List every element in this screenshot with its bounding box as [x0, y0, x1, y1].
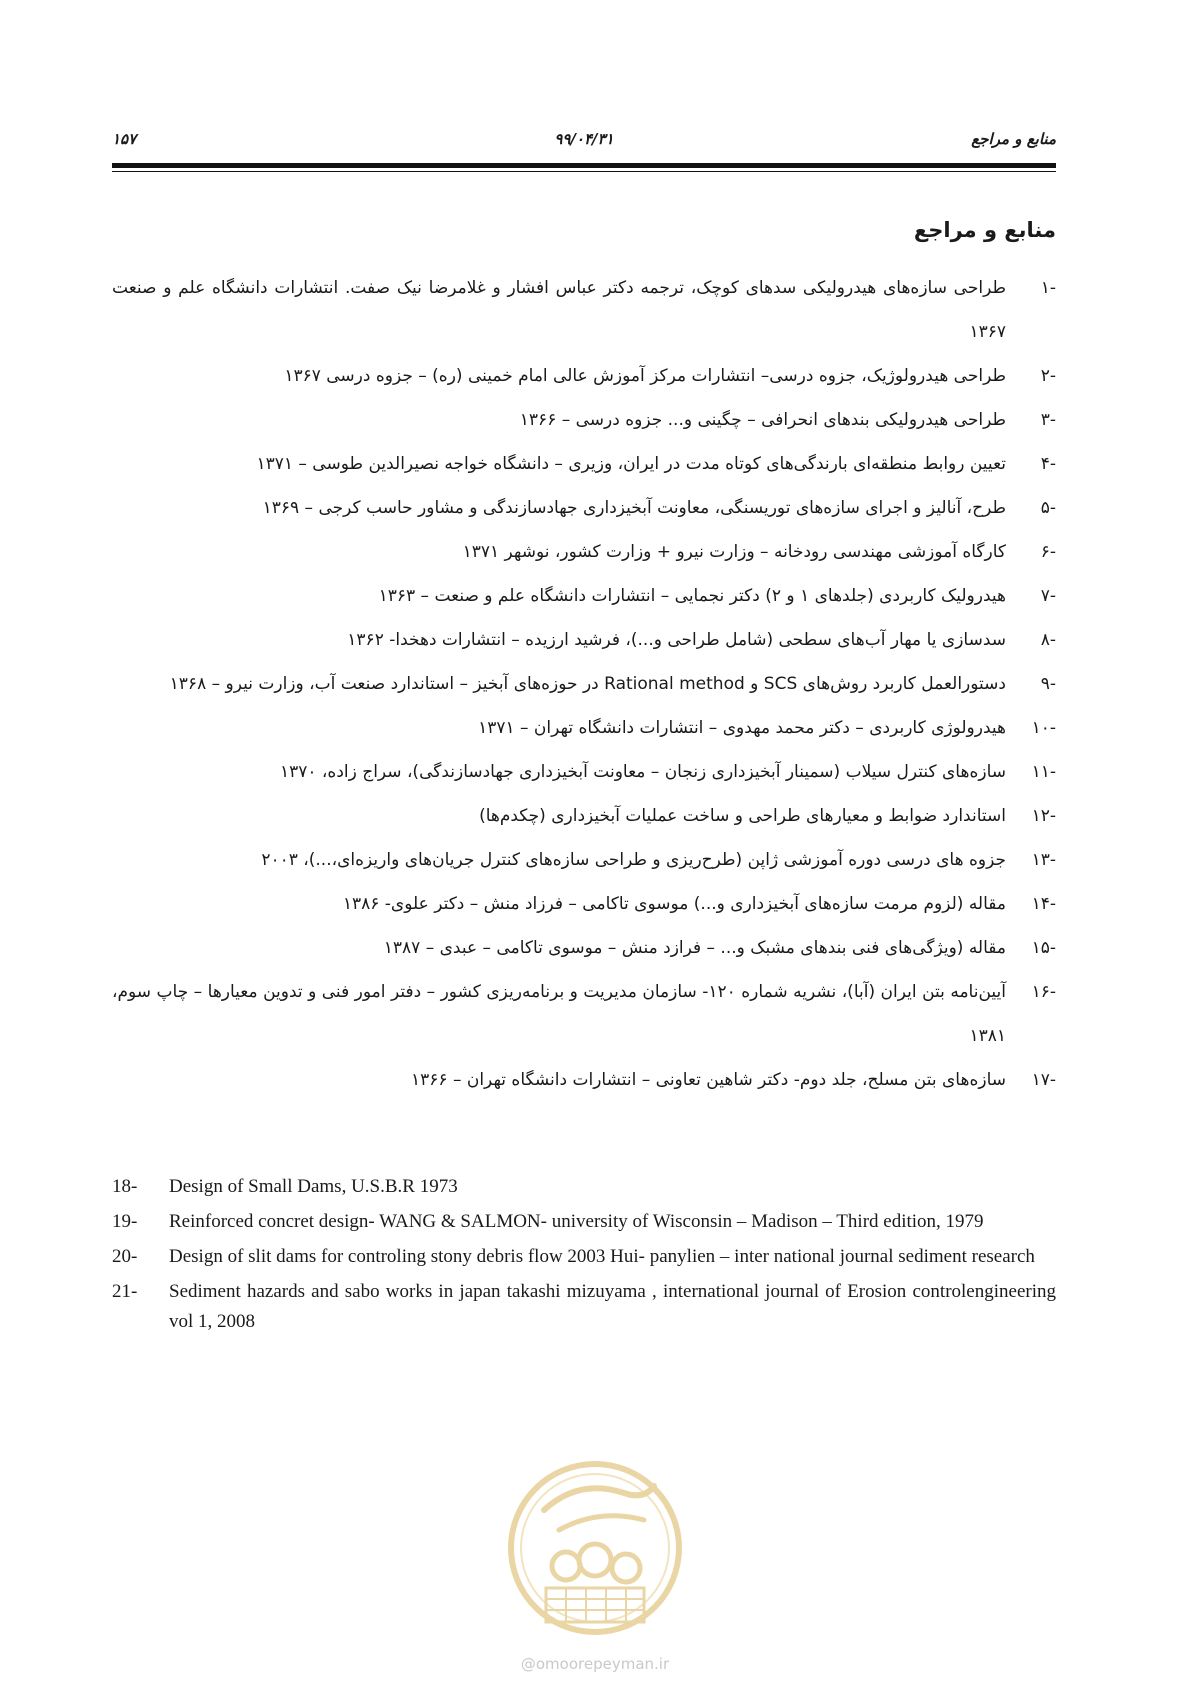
watermark-url: @omoorepeyman.ir — [520, 1655, 670, 1673]
page-header — [112, 130, 1056, 154]
reference-number: 19- — [112, 1211, 138, 1232]
reference-number: -۶ — [1040, 542, 1056, 562]
reference-number: -۱ — [1040, 278, 1056, 298]
reference-text: سدسازی یا مهار آب‌های سطحی (شامل طراحی و...)، فرشید ارزیده – انتشارات دهخدا- ۱۳۶۲ — [347, 630, 1006, 650]
reference-item — [112, 530, 1056, 574]
header-chapter-title: منابع و مراجع — [971, 130, 1056, 148]
reference-text: Design of Small Dams, U.S.B.R 1973 — [169, 1176, 458, 1197]
reference-item — [112, 354, 1056, 398]
reference-number: -۵ — [1040, 498, 1056, 518]
reference-number: -۱۲ — [1031, 806, 1056, 826]
reference-text: طراحی هیدرولیکی بندهای انحرافی – چگینی و... جزوه درسی – ۱۳۶۶ — [519, 410, 1006, 430]
header-divider-thin — [112, 171, 1056, 172]
reference-item — [112, 1242, 1056, 1272]
logo-seal-icon — [504, 1438, 686, 1658]
reference-text: طراحی سازه‌های هیدرولیکی سدهای کوچک، ترجمه دکتر عباس افشار و غلامرضا نیک صفت. انتشارات دانشگاه علم و صنعت ۱۳۶۷ — [112, 278, 1006, 342]
reference-number: 18- — [112, 1176, 138, 1197]
reference-number: 21- — [112, 1281, 138, 1302]
section-title: منابع و مراجع — [913, 218, 1056, 242]
reference-text: طراحی هیدرولوژیک، جزوه درسی– انتشارات مرکز آموزش عالی امام خمینی (ره) – جزوه درسی ۱۳۶۷ — [284, 366, 1006, 386]
reference-number: 20- — [112, 1246, 138, 1267]
reference-item — [112, 838, 1056, 882]
reference-item — [112, 882, 1056, 926]
reference-item — [112, 618, 1056, 662]
reference-text: کارگاه آموزشی مهندسی رودخانه – وزارت نیرو + وزارت کشور، نوشهر ۱۳۷۱ — [462, 542, 1006, 562]
reference-number: -۴ — [1040, 454, 1056, 474]
reference-number: -۱۶ — [1031, 982, 1056, 1002]
reference-number: -۱۷ — [1031, 1070, 1056, 1090]
reference-item — [112, 794, 1056, 838]
reference-item — [112, 486, 1056, 530]
reference-item — [112, 1207, 1056, 1237]
reference-item — [112, 1058, 1056, 1102]
reference-item — [112, 398, 1056, 442]
reference-text: استاندارد ضوابط و معیارهای طراحی و ساخت عملیات آبخیزداری (چکدم‌ها) — [479, 806, 1006, 826]
header-page-number: ۱۵۷ — [112, 130, 137, 148]
reference-text: جزوه های درسی دوره آموزشی ژاپن (طرح‌ریزی و طراحی سازه‌های کنترل جریان‌های واریزه‌ای،...)، ۲۰۰۳ — [261, 850, 1006, 870]
reference-number: -۲ — [1040, 366, 1056, 386]
reference-number: -۱۱ — [1031, 762, 1056, 782]
reference-item — [112, 662, 1056, 706]
reference-item — [112, 1172, 1056, 1202]
reference-number: -۹ — [1040, 674, 1056, 694]
reference-text: هیدرولیک کاربردی (جلدهای ۱ و ۲) دکتر نجمایی – انتشارات دانشگاه علم و صنعت – ۱۳۶۳ — [378, 586, 1006, 606]
reference-number: -۳ — [1040, 410, 1056, 430]
reference-number: -۷ — [1040, 586, 1056, 606]
reference-item — [112, 706, 1056, 750]
reference-number: -۱۴ — [1031, 894, 1056, 914]
watermark-logo — [504, 1438, 686, 1658]
header-date: ۹۹/۰۴/۳۱ — [554, 130, 614, 148]
reference-item — [112, 574, 1056, 618]
reference-number: -۱۰ — [1031, 718, 1056, 738]
reference-item — [112, 750, 1056, 794]
reference-text: سازه‌های بتن مسلح، جلد دوم- دکتر شاهین تعاونی – انتشارات دانشگاه تهران – ۱۳۶۶ — [411, 1070, 1006, 1090]
header-divider-thick — [112, 163, 1056, 168]
reference-text: تعیین روابط منطقه‌ای بارندگی‌های کوتاه مدت در ایران، وزیری – دانشگاه خواجه نصیرالدین طوسی – ۱۳۷۱ — [256, 454, 1006, 474]
reference-text: Sediment hazards and sabo works in japan takashi mizuyama , international journal of Erosion controlengineering vol 1, 2008 — [169, 1281, 1056, 1332]
reference-number: -۸ — [1040, 630, 1056, 650]
reference-item — [112, 1277, 1056, 1337]
reference-text: Reinforced concret design- WANG & SALMON- university of Wisconsin – Madison – Third edition, 1979 — [169, 1211, 984, 1232]
reference-item — [112, 970, 1056, 1058]
persian-reference-list — [112, 266, 1056, 1102]
reference-text: Design of slit dams for controling stony debris flow 2003 Hui- panylien – inter national journal sediment research — [169, 1246, 1035, 1267]
reference-text: طرح، آنالیز و اجرای سازه‌های توریسنگی، معاونت آبخیزداری جهادسازندگی و مشاور حاسب کرجی – ۱۳۶۹ — [262, 498, 1006, 518]
reference-item — [112, 926, 1056, 970]
reference-number: -۱۳ — [1031, 850, 1056, 870]
reference-text: دستورالعمل کاربرد روش‌های SCS و Rational method در حوزه‌های آبخیز – استاندارد صنعت آب، وزارت نیرو – ۱۳۶۸ — [169, 674, 1006, 694]
reference-item — [112, 266, 1056, 354]
reference-number: -۱۵ — [1031, 938, 1056, 958]
reference-text: آیین‌نامه بتن ایران (آبا)، نشریه شماره ۱۲۰- سازمان مدیریت و برنامه‌ریزی کشور – دفتر امور فنی و تدوین معیارها – چاپ سوم، ۱۳۸۱ — [112, 982, 1006, 1046]
reference-text: مقاله (لزوم مرمت سازه‌های آبخیزداری و...) موسوی تاکامی – فرزاد منش – دکتر علوی- ۱۳۸۶ — [342, 894, 1006, 914]
english-reference-list — [112, 1172, 1056, 1342]
reference-text: مقاله (ویژگی‌های فنی بندهای مشبک و... – فرازد منش – موسوی تاکامی – عبدی – ۱۳۸۷ — [383, 938, 1006, 958]
reference-text: هیدرولوژی کاربردی – دکتر محمد مهدوی – انتشارات دانشگاه تهران – ۱۳۷۱ — [478, 718, 1006, 738]
reference-item — [112, 442, 1056, 486]
reference-text: سازه‌های کنترل سیلاب (سمینار آبخیزداری زنجان – معاونت آبخیزداری جهادسازندگی)، سراج زاده، ۱۳۷۰ — [279, 762, 1006, 782]
